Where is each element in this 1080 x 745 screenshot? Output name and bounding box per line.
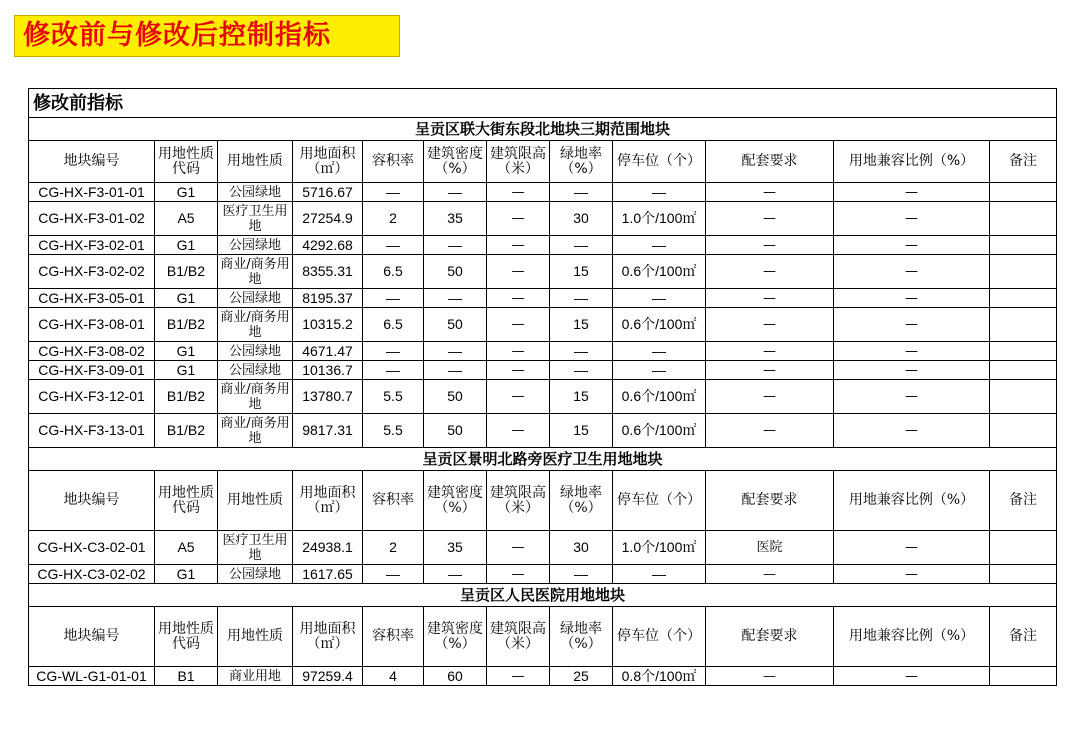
column-header-height-limit: 建筑限高（米） [487, 141, 550, 183]
support-requirement-cell: — [706, 565, 834, 584]
parking-cell: 0.6个/100㎡ [613, 414, 706, 448]
landuse-code-cell: B1/B2 [155, 308, 218, 342]
green-ratio-cell: — [550, 183, 613, 202]
landuse-code-cell: A5 [155, 202, 218, 236]
section2-title-row [29, 448, 1057, 471]
height-limit-cell: — [487, 202, 550, 236]
green-ratio-cell: — [550, 361, 613, 380]
column-header-landuse-code: 用地性质代码 [155, 607, 218, 667]
floor-area-ratio-cell: — [363, 565, 424, 584]
remark-cell [990, 255, 1057, 289]
height-limit-cell: — [487, 236, 550, 255]
height-limit-cell: — [487, 289, 550, 308]
column-header-parking: 停车位（个） [613, 607, 706, 667]
column-header-floor-area-ratio: 容积率 [363, 141, 424, 183]
column-header-height-limit: 建筑限高（米） [487, 607, 550, 667]
plot-id-cell: CG-HX-C3-02-02 [29, 565, 155, 584]
height-limit-cell: — [487, 565, 550, 584]
column-header-building-density: 建筑密度（%） [424, 607, 487, 667]
height-limit-cell: — [487, 531, 550, 565]
column-header-green-ratio: 绿地率（%） [550, 607, 613, 667]
landuse-type-cell: 商业/商务用地 [218, 308, 293, 342]
landuse-type-cell: 公园绿地 [218, 183, 293, 202]
landuse-code-cell: A5 [155, 531, 218, 565]
parking-cell: 0.8个/100㎡ [613, 667, 706, 686]
landuse-code-cell: G1 [155, 236, 218, 255]
column-header-parking: 停车位（个） [613, 141, 706, 183]
header-row [29, 141, 1057, 183]
table-row [29, 414, 1057, 448]
land-area-cell: 1617.65 [293, 565, 363, 584]
floor-area-ratio-cell: 2 [363, 202, 424, 236]
compat-ratio-cell: — [834, 380, 990, 414]
support-requirement-cell: — [706, 308, 834, 342]
green-ratio-cell: — [550, 565, 613, 584]
compat-ratio-cell: — [834, 565, 990, 584]
green-ratio-cell: 15 [550, 380, 613, 414]
compat-ratio-cell: — [834, 236, 990, 255]
remark-cell [990, 308, 1057, 342]
section3-title-row [29, 584, 1057, 607]
building-density-cell: — [424, 361, 487, 380]
landuse-code-cell: G1 [155, 342, 218, 361]
landuse-code-cell: B1/B2 [155, 255, 218, 289]
remark-cell [990, 236, 1057, 255]
building-density-cell: 60 [424, 667, 487, 686]
section1-title-row [29, 118, 1057, 141]
landuse-code-cell: B1 [155, 667, 218, 686]
parking-cell: 0.6个/100㎡ [613, 255, 706, 289]
column-header-remark: 备注 [990, 471, 1057, 531]
building-density-cell: 50 [424, 308, 487, 342]
parking-cell: — [613, 236, 706, 255]
land-area-cell: 4292.68 [293, 236, 363, 255]
table-row [29, 361, 1057, 380]
building-density-cell: 35 [424, 202, 487, 236]
building-density-cell: — [424, 289, 487, 308]
column-header-support-requirement: 配套要求 [706, 141, 834, 183]
land-area-cell: 8355.31 [293, 255, 363, 289]
parking-cell: — [613, 183, 706, 202]
column-header-height-limit: 建筑限高（米） [487, 471, 550, 531]
parking-cell: — [613, 289, 706, 308]
column-header-landuse-type: 用地性质 [218, 471, 293, 531]
landuse-code-cell: G1 [155, 289, 218, 308]
table-row [29, 342, 1057, 361]
landuse-type-cell: 医疗卫生用地 [218, 202, 293, 236]
compat-ratio-cell: — [834, 361, 990, 380]
column-header-remark: 备注 [990, 607, 1057, 667]
remark-cell [990, 289, 1057, 308]
landuse-type-cell: 商业/商务用地 [218, 380, 293, 414]
compat-ratio-cell: — [834, 308, 990, 342]
land-area-cell: 9817.31 [293, 414, 363, 448]
table-row [29, 289, 1057, 308]
column-header-land-area: 用地面积（㎡） [293, 471, 363, 531]
indicator-table [28, 88, 1057, 686]
table-row [29, 236, 1057, 255]
floor-area-ratio-cell: — [363, 361, 424, 380]
height-limit-cell: — [487, 255, 550, 289]
sheet-title: 修改前指标 [29, 89, 1057, 118]
plot-id-cell: CG-HX-F3-01-02 [29, 202, 155, 236]
column-header-compat-ratio: 用地兼容比例（%） [834, 607, 990, 667]
plot-id-cell: CG-HX-F3-08-02 [29, 342, 155, 361]
column-header-green-ratio: 绿地率（%） [550, 471, 613, 531]
landuse-type-cell: 商业/商务用地 [218, 255, 293, 289]
compat-ratio-cell: — [834, 342, 990, 361]
column-header-land-area: 用地面积（㎡） [293, 607, 363, 667]
table-row [29, 308, 1057, 342]
landuse-type-cell: 公园绿地 [218, 289, 293, 308]
parking-cell: — [613, 565, 706, 584]
building-density-cell: — [424, 236, 487, 255]
table-row [29, 202, 1057, 236]
floor-area-ratio-cell: 6.5 [363, 255, 424, 289]
support-requirement-cell: — [706, 183, 834, 202]
land-area-cell: 4671.47 [293, 342, 363, 361]
table-row [29, 183, 1057, 202]
column-header-building-density: 建筑密度（%） [424, 141, 487, 183]
column-header-plot-id: 地块编号 [29, 607, 155, 667]
plot-id-cell: CG-HX-F3-09-01 [29, 361, 155, 380]
column-header-floor-area-ratio: 容积率 [363, 471, 424, 531]
landuse-code-cell: G1 [155, 361, 218, 380]
floor-area-ratio-cell: 5.5 [363, 380, 424, 414]
section-title: 呈贡区联大街东段北地块三期范围地块 [29, 118, 1057, 141]
plot-id-cell: CG-HX-F3-02-01 [29, 236, 155, 255]
green-ratio-cell: 30 [550, 202, 613, 236]
floor-area-ratio-cell: 2 [363, 531, 424, 565]
support-requirement-cell: — [706, 255, 834, 289]
green-ratio-cell: 25 [550, 667, 613, 686]
support-requirement-cell: — [706, 202, 834, 236]
plot-id-cell: CG-HX-F3-01-01 [29, 183, 155, 202]
support-requirement-cell: — [706, 342, 834, 361]
column-header-plot-id: 地块编号 [29, 471, 155, 531]
building-density-cell: — [424, 183, 487, 202]
landuse-type-cell: 公园绿地 [218, 236, 293, 255]
landuse-type-cell: 公园绿地 [218, 361, 293, 380]
plot-id-cell: CG-HX-F3-13-01 [29, 414, 155, 448]
support-requirement-cell: — [706, 414, 834, 448]
height-limit-cell: — [487, 667, 550, 686]
plot-id-cell: CG-HX-C3-02-01 [29, 531, 155, 565]
column-header-plot-id: 地块编号 [29, 141, 155, 183]
landuse-type-cell: 公园绿地 [218, 565, 293, 584]
compat-ratio-cell: — [834, 255, 990, 289]
floor-area-ratio-cell: 4 [363, 667, 424, 686]
height-limit-cell: — [487, 342, 550, 361]
header-row [29, 471, 1057, 531]
plot-id-cell: CG-HX-F3-02-02 [29, 255, 155, 289]
building-density-cell: 50 [424, 255, 487, 289]
section-title: 呈贡区景明北路旁医疗卫生用地地块 [29, 448, 1057, 471]
land-area-cell: 8195.37 [293, 289, 363, 308]
parking-cell: 1.0个/100㎡ [613, 202, 706, 236]
column-header-floor-area-ratio: 容积率 [363, 607, 424, 667]
height-limit-cell: — [487, 308, 550, 342]
height-limit-cell: — [487, 183, 550, 202]
compat-ratio-cell: — [834, 414, 990, 448]
column-header-building-density: 建筑密度（%） [424, 471, 487, 531]
column-header-landuse-code: 用地性质代码 [155, 471, 218, 531]
parking-cell: 0.6个/100㎡ [613, 308, 706, 342]
land-area-cell: 97259.4 [293, 667, 363, 686]
land-area-cell: 5716.67 [293, 183, 363, 202]
remark-cell [990, 342, 1057, 361]
landuse-type-cell: 商业/商务用地 [218, 414, 293, 448]
land-area-cell: 24938.1 [293, 531, 363, 565]
indicator-sheet [28, 88, 1056, 686]
floor-area-ratio-cell: — [363, 183, 424, 202]
floor-area-ratio-cell: — [363, 342, 424, 361]
plot-id-cell: CG-HX-F3-12-01 [29, 380, 155, 414]
landuse-code-cell: G1 [155, 183, 218, 202]
support-requirement-cell: — [706, 667, 834, 686]
land-area-cell: 10315.2 [293, 308, 363, 342]
land-area-cell: 10136.7 [293, 361, 363, 380]
parking-cell: 0.6个/100㎡ [613, 380, 706, 414]
section-title: 呈贡区人民医院用地地块 [29, 584, 1057, 607]
column-header-compat-ratio: 用地兼容比例（%） [834, 141, 990, 183]
column-header-land-area: 用地面积（㎡） [293, 141, 363, 183]
support-requirement-cell: — [706, 236, 834, 255]
banner-title: 修改前与修改后控制指标 [14, 15, 400, 57]
green-ratio-cell: 30 [550, 531, 613, 565]
height-limit-cell: — [487, 414, 550, 448]
remark-cell [990, 565, 1057, 584]
column-header-remark: 备注 [990, 141, 1057, 183]
height-limit-cell: — [487, 361, 550, 380]
remark-cell [990, 202, 1057, 236]
floor-area-ratio-cell: 5.5 [363, 414, 424, 448]
sheet-title-row [29, 89, 1057, 118]
green-ratio-cell: — [550, 289, 613, 308]
building-density-cell: — [424, 342, 487, 361]
plot-id-cell: CG-HX-F3-08-01 [29, 308, 155, 342]
building-density-cell: 50 [424, 380, 487, 414]
column-header-compat-ratio: 用地兼容比例（%） [834, 471, 990, 531]
header-row [29, 607, 1057, 667]
compat-ratio-cell: — [834, 202, 990, 236]
landuse-code-cell: G1 [155, 565, 218, 584]
table-row [29, 565, 1057, 584]
table-row [29, 531, 1057, 565]
parking-cell: 1.0个/100㎡ [613, 531, 706, 565]
land-area-cell: 27254.9 [293, 202, 363, 236]
column-header-landuse-type: 用地性质 [218, 141, 293, 183]
floor-area-ratio-cell: 6.5 [363, 308, 424, 342]
table-row [29, 380, 1057, 414]
support-requirement-cell: — [706, 361, 834, 380]
remark-cell [990, 183, 1057, 202]
green-ratio-cell: 15 [550, 255, 613, 289]
parking-cell: — [613, 342, 706, 361]
building-density-cell: 35 [424, 531, 487, 565]
landuse-type-cell: 医疗卫生用地 [218, 531, 293, 565]
building-density-cell: — [424, 565, 487, 584]
height-limit-cell: — [487, 380, 550, 414]
plot-id-cell: CG-WL-G1-01-01 [29, 667, 155, 686]
green-ratio-cell: 15 [550, 414, 613, 448]
remark-cell [990, 531, 1057, 565]
column-header-support-requirement: 配套要求 [706, 607, 834, 667]
green-ratio-cell: 15 [550, 308, 613, 342]
landuse-type-cell: 公园绿地 [218, 342, 293, 361]
land-area-cell: 13780.7 [293, 380, 363, 414]
floor-area-ratio-cell: — [363, 289, 424, 308]
table-row [29, 667, 1057, 686]
compat-ratio-cell: — [834, 667, 990, 686]
building-density-cell: 50 [424, 414, 487, 448]
remark-cell [990, 361, 1057, 380]
column-header-landuse-code: 用地性质代码 [155, 141, 218, 183]
green-ratio-cell: — [550, 342, 613, 361]
landuse-code-cell: B1/B2 [155, 380, 218, 414]
compat-ratio-cell: — [834, 531, 990, 565]
support-requirement-cell: — [706, 380, 834, 414]
column-header-support-requirement: 配套要求 [706, 471, 834, 531]
floor-area-ratio-cell: — [363, 236, 424, 255]
plot-id-cell: CG-HX-F3-05-01 [29, 289, 155, 308]
landuse-code-cell: B1/B2 [155, 414, 218, 448]
compat-ratio-cell: — [834, 183, 990, 202]
table-row [29, 255, 1057, 289]
column-header-parking: 停车位（个） [613, 471, 706, 531]
remark-cell [990, 414, 1057, 448]
compat-ratio-cell: — [834, 289, 990, 308]
column-header-landuse-type: 用地性质 [218, 607, 293, 667]
remark-cell [990, 380, 1057, 414]
landuse-type-cell: 商业用地 [218, 667, 293, 686]
remark-cell [990, 667, 1057, 686]
support-requirement-cell: — [706, 289, 834, 308]
parking-cell: — [613, 361, 706, 380]
green-ratio-cell: — [550, 236, 613, 255]
support-requirement-cell: 医院 [706, 531, 834, 565]
column-header-green-ratio: 绿地率（%） [550, 141, 613, 183]
